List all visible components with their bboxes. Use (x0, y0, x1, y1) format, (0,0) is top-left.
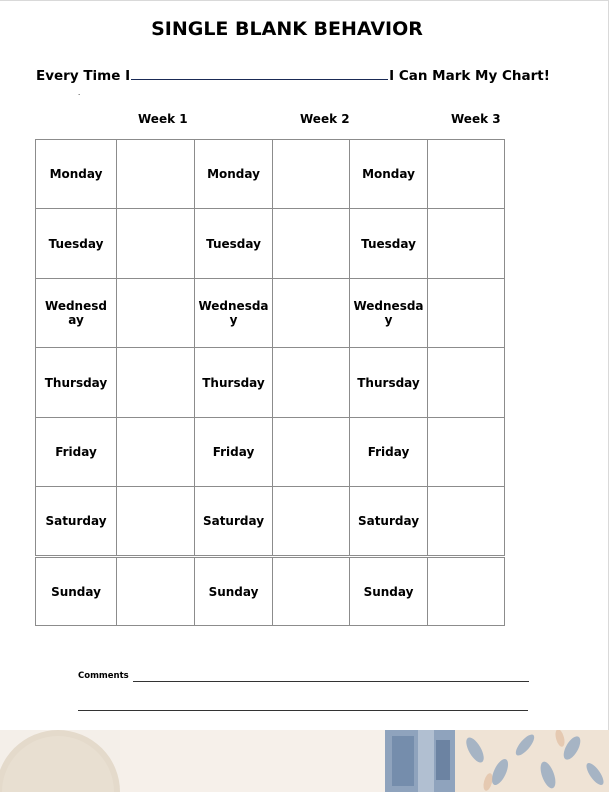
row-wednesday (36, 279, 505, 348)
behavior-blank-line[interactable] (131, 65, 388, 80)
mark-box-week-2[interactable] (273, 209, 350, 279)
mark-box-week-3[interactable] (428, 209, 505, 279)
mark-box-week-3[interactable] (428, 140, 505, 209)
day-label: Monday (36, 140, 117, 209)
row-friday (36, 418, 505, 487)
day-label: Monday (195, 140, 273, 209)
page-top-border (0, 0, 609, 1)
behavior-chart-grid (35, 139, 505, 626)
day-label: Tuesday (350, 209, 428, 279)
mark-box-week-1[interactable] (117, 418, 195, 487)
day-label: Thursday (195, 348, 273, 418)
mark-box-week-1[interactable] (117, 209, 195, 279)
mark-box-week-1[interactable] (117, 140, 195, 209)
day-label: Tuesday (36, 209, 117, 279)
stray-mark: . (78, 88, 81, 97)
mark-box-week-3[interactable] (428, 487, 505, 557)
mark-box-week-3[interactable] (428, 418, 505, 487)
day-label: Friday (195, 418, 273, 487)
mark-box-week-2[interactable] (273, 487, 350, 557)
week-1-heading: Week 1 (138, 112, 188, 126)
prompt-after: I Can Mark My Chart! (389, 68, 550, 84)
comments-line-1[interactable] (133, 681, 529, 682)
behavior-prompt (36, 65, 550, 84)
footer-pattern-icon (0, 730, 609, 792)
day-label: Wednesda y (350, 279, 428, 348)
day-label: Friday (350, 418, 428, 487)
mark-box-week-1[interactable] (117, 279, 195, 348)
day-label: Saturday (36, 487, 117, 557)
mark-box-week-3[interactable] (428, 348, 505, 418)
mark-box-week-2[interactable] (273, 348, 350, 418)
mark-box-week-1[interactable] (117, 557, 195, 626)
day-label: Wednesd ay (36, 279, 117, 348)
comments-line-2[interactable] (78, 710, 528, 711)
mark-box-week-2[interactable] (273, 418, 350, 487)
mark-box-week-2[interactable] (273, 557, 350, 626)
comments-label: Comments (78, 671, 129, 681)
day-label: Saturday (195, 487, 273, 557)
week-2-heading: Week 2 (300, 112, 350, 126)
day-label: Thursday (36, 348, 117, 418)
day-label: Sunday (195, 557, 273, 626)
row-tuesday (36, 209, 505, 279)
day-label: Wednesda y (195, 279, 273, 348)
mark-box-week-1[interactable] (117, 348, 195, 418)
decorative-footer-art (0, 730, 609, 792)
day-label: Friday (36, 418, 117, 487)
day-label: Saturday (350, 487, 428, 557)
mark-box-week-2[interactable] (273, 140, 350, 209)
day-label: Sunday (36, 557, 117, 626)
page-title: SINGLE BLANK BEHAVIOR (151, 18, 423, 40)
row-monday (36, 140, 505, 209)
day-label: Sunday (350, 557, 428, 626)
row-sunday (36, 557, 505, 626)
prompt-before: Every Time I (36, 68, 131, 84)
day-label: Tuesday (195, 209, 273, 279)
mark-box-week-3[interactable] (428, 279, 505, 348)
day-label: Thursday (350, 348, 428, 418)
week-3-heading: Week 3 (451, 112, 501, 126)
mark-box-week-3[interactable] (428, 557, 505, 626)
row-saturday (36, 487, 505, 557)
mark-box-week-1[interactable] (117, 487, 195, 557)
mark-box-week-2[interactable] (273, 279, 350, 348)
day-label: Monday (350, 140, 428, 209)
row-thursday (36, 348, 505, 418)
